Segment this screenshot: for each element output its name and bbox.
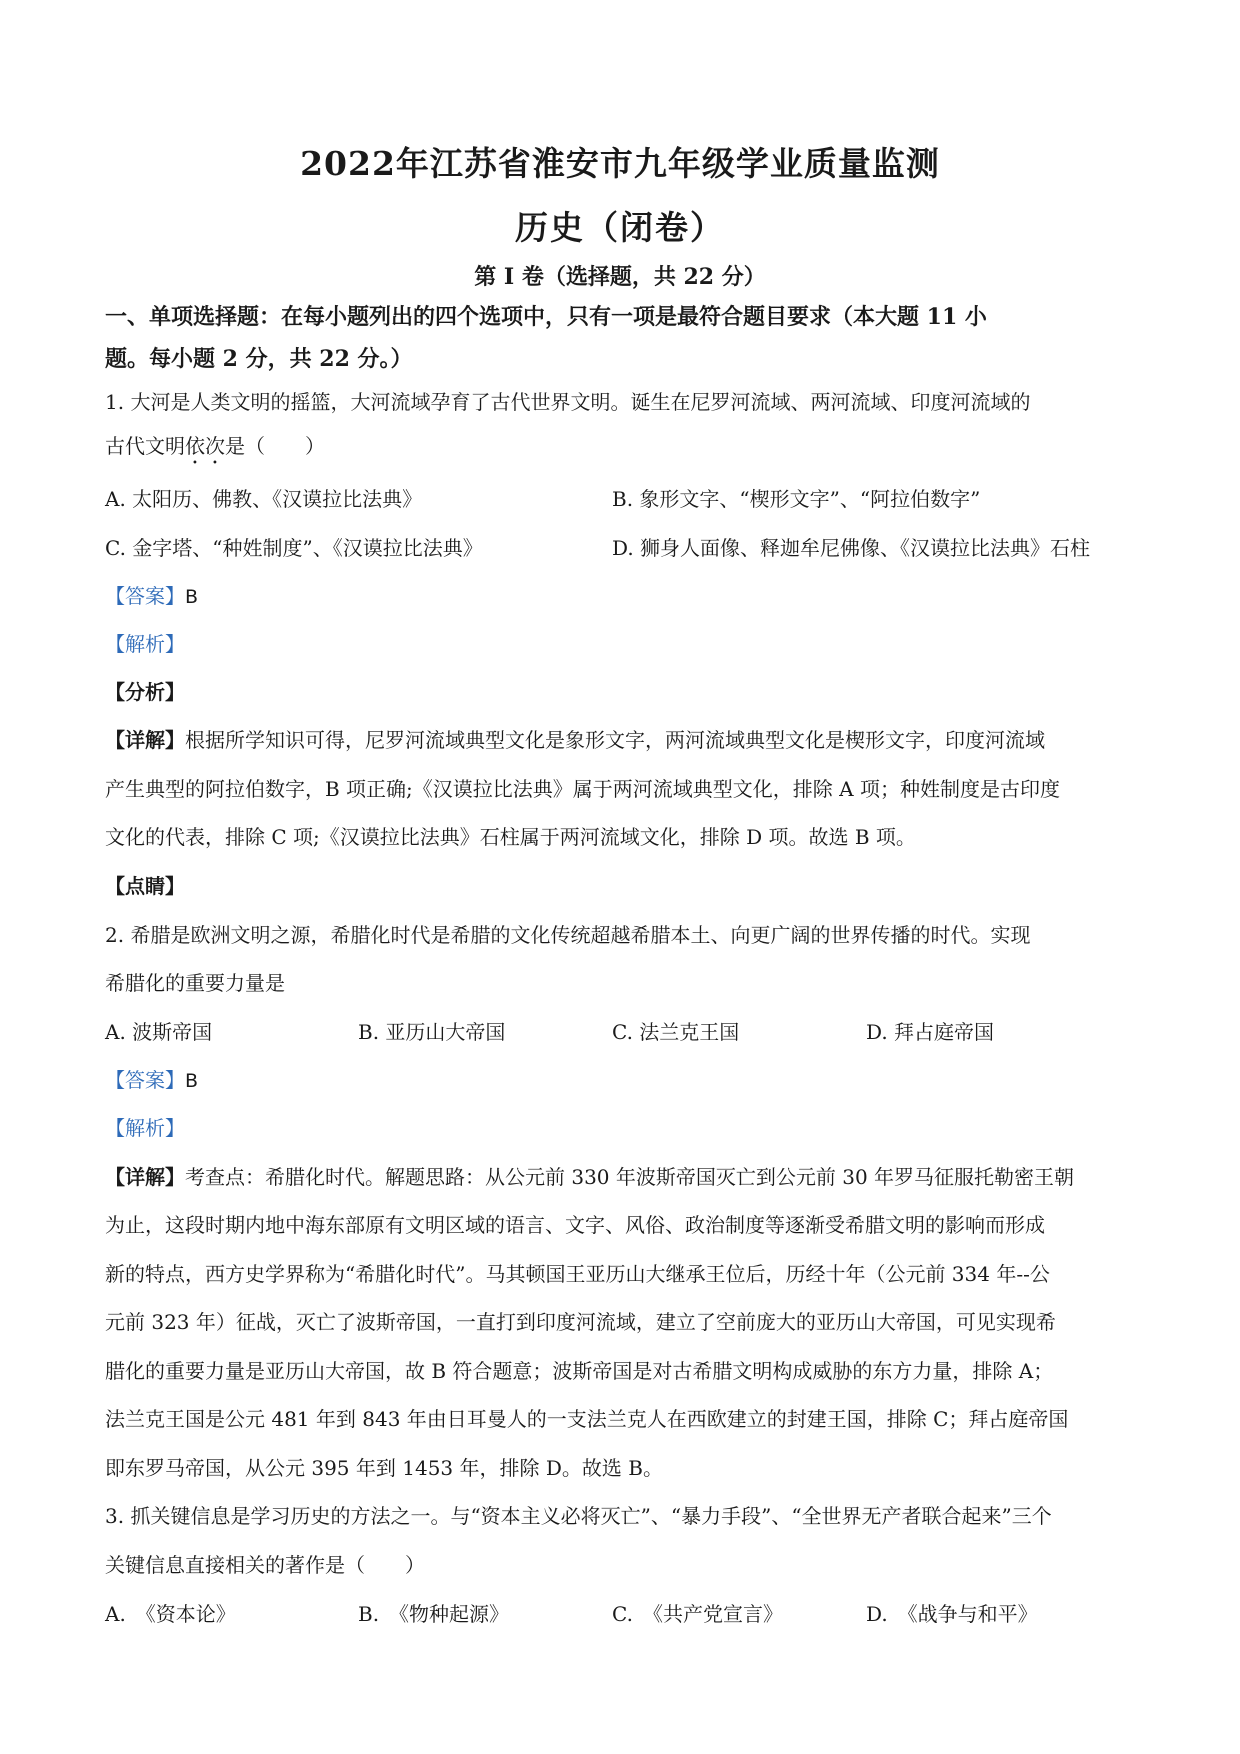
- q1-option-b: B. 象形文字、“楔形文字”、“阿拉伯数字”: [612, 487, 981, 511]
- exam-title: 2022年江苏省淮安市九年级学业质量监测: [300, 144, 940, 183]
- q1-stem-text-a: 古代文明: [105, 434, 185, 458]
- q3-option-a: A. 《资本论》: [105, 1602, 236, 1626]
- q2-option-a: A. 波斯帝国: [105, 1020, 213, 1044]
- q2-analysis-tag: 【解析】: [105, 1116, 185, 1140]
- q1-analysis-tag: 【解析】: [105, 632, 185, 656]
- q1-detail-tag: 【详解】: [105, 728, 185, 752]
- q3-stem-line-1: 3. 抓关键信息是学习历史的方法之一。与“资本主义必将灭亡”、“暴力手段”、“全世界无产者联合起来”三个: [105, 1504, 1052, 1528]
- q2-detail-line-2: 为止，这段时期内地中海东部原有文明区域的语言、文字、风俗、政治制度等逐渐受希腊文明的影响而形成: [105, 1213, 1045, 1237]
- volume-heading: 第 I 卷（选择题，共 22 分）: [474, 264, 766, 290]
- q1-detail-line-3: 文化的代表，排除 C 项;《汉谟拉比法典》石柱属于两河流域文化，排除 D 项。故选 B 项。: [105, 825, 916, 849]
- q1-option-d: D. 狮身人面像、释迦牟尼佛像、《汉谟拉比法典》石柱: [612, 536, 1091, 560]
- section-instructions-line-2: 题。每小题 2 分，共 22 分。）: [105, 346, 413, 372]
- q1-stem-text-b: 是（ ）: [225, 434, 325, 458]
- q1-answer-value: B: [185, 586, 199, 608]
- q1-detail-line-1: [105, 724, 1045, 753]
- q2-option-b: B. 亚历山大帝国: [358, 1020, 506, 1044]
- exam-subtitle: 历史（闭卷）: [515, 208, 725, 247]
- q1-stem-line-1: 1. 大河是人类文明的摇篮，大河流域孕育了古代世界文明。诞生在尼罗河流域、两河流域、印度河流域的: [105, 390, 1031, 414]
- q3-option-d: D. 《战争与和平》: [866, 1602, 1038, 1626]
- q2-answer-tag: 【答案】: [105, 1068, 185, 1092]
- q2-detail-text-1: 考查点：希腊化时代。解题思路：从公元前 330 年波斯帝国灭亡到公元前 30 年罗马征服托勒密王朝: [185, 1165, 1075, 1189]
- q1-option-c: C. 金字塔、“种姓制度”、《汉谟拉比法典》: [105, 536, 483, 560]
- q3-option-c: C. 《共产党宣言》: [612, 1602, 783, 1626]
- q2-detail-line-7: 即东罗马帝国，从公元 395 年到 1453 年，排除 D。故选 B。: [105, 1456, 663, 1480]
- section-instructions-line-1: 一、单项选择题：在每小题列出的四个选项中，只有一项是最符合题目要求（本大题 11 小: [105, 304, 987, 330]
- q1-stem-emphasis: 依次: [185, 434, 225, 458]
- q2-answer: [105, 1064, 198, 1093]
- q3-option-b: B. 《物种起源》: [358, 1602, 510, 1626]
- q2-stem-line-2: 希腊化的重要力量是: [105, 971, 285, 995]
- q2-stem-line-1: 2. 希腊是欧洲文明之源，希腊化时代是希腊的文化传统超越希腊本土、向更广阔的世界传播的时代。实现: [105, 923, 1031, 947]
- q2-detail-line-6: 法兰克王国是公元 481 年到 843 年由日耳曼人的一支法兰克人在西欧建立的封建王国，排除 C；拜占庭帝国: [105, 1407, 1069, 1431]
- q2-detail-line-3: 新的特点，西方史学界称为“希腊化时代”。马其顿国王亚历山大继承王位后，历经十年（公元前 334 年--公: [105, 1262, 1050, 1286]
- q2-answer-value: B: [185, 1070, 199, 1092]
- q2-detail-tag: 【详解】: [105, 1165, 185, 1189]
- q1-dianjing-tag: 【点睛】: [105, 874, 185, 898]
- q1-answer-tag: 【答案】: [105, 584, 185, 608]
- q2-detail-line-5: 腊化的重要力量是亚历山大帝国，故 B 符合题意；波斯帝国是对古希腊文明构成威胁的东方力量，排除 A；: [105, 1359, 1054, 1383]
- q1-stem-line-2: [105, 430, 325, 469]
- q1-detail-text-1: 根据所学知识可得，尼罗河流域典型文化是象形文字，两河流域典型文化是楔形文字，印度河流域: [185, 728, 1045, 752]
- q1-fenxi-tag: 【分析】: [105, 680, 185, 704]
- q2-option-d: D. 拜占庭帝国: [866, 1020, 995, 1044]
- q1-detail-line-2: 产生典型的阿拉伯数字，B 项正确;《汉谟拉比法典》属于两河流域典型文化，排除 A 项；种姓制度是古印度: [105, 777, 1060, 801]
- q3-stem-line-2: 关键信息直接相关的著作是（ ）: [105, 1553, 425, 1577]
- q2-detail-line-1: [105, 1161, 1074, 1190]
- q2-detail-line-4: 元前 323 年）征战，灭亡了波斯帝国，一直打到印度河流域，建立了空前庞大的亚历山大帝国，可见实现希: [105, 1310, 1056, 1334]
- q1-option-a: A. 太阳历、佛教、《汉谟拉比法典》: [105, 487, 423, 511]
- q1-answer: [105, 580, 198, 609]
- q2-option-c: C. 法兰克王国: [612, 1020, 740, 1044]
